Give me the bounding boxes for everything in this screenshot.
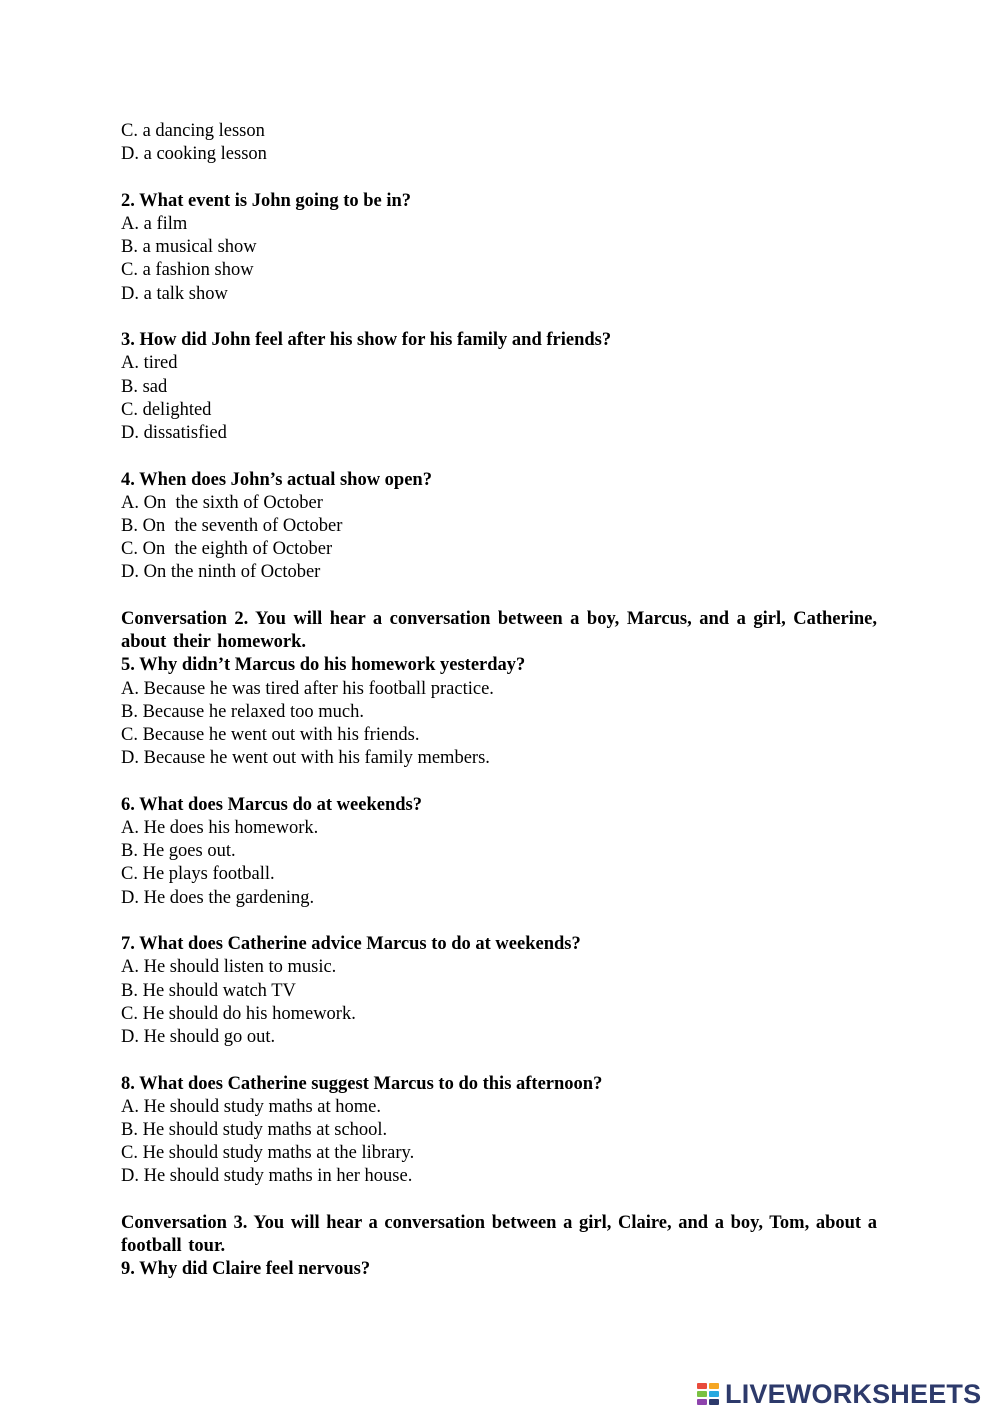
q4-option-d: D. On the ninth of October [121,562,321,583]
q3-option-c: C. delighted [121,399,212,420]
question-block-7 [121,933,877,1049]
q4-option-a: A. On the sixth of October [121,492,323,513]
q2-option-c: C. a fashion show [121,260,254,281]
liveworksheets-logo-text: LIVEWORKSHEETS [725,1379,982,1409]
q3-option-d: D. dissatisfied [121,423,227,444]
question-7-text: 7. What does Catherine advice Marcus to do at weekends? [121,934,581,955]
q7-option-b: B. He should watch TV [121,980,296,1001]
liveworksheets-logo [697,1379,981,1409]
q3-option-b: B. sad [121,376,168,397]
q6-option-c: C. He plays football. [121,864,275,885]
q5-option-c: C. Because he went out with his friends. [121,725,420,746]
question-block-2 [121,190,877,306]
q8-option-d: D. He should study maths in her house. [121,1166,413,1187]
q2-option-b: B. a musical show [121,237,257,258]
q8-option-c: C. He should study maths at the library. [121,1143,415,1164]
conversation-3-intro: Conversation 3. You will hear a conversation between a girl, Claire, and a boy, Tom, about a football tour. [121,1213,877,1257]
q8-option-b: B. He should study maths at school. [121,1120,388,1141]
question-4-text: 4. When does John’s actual show open? [121,469,432,490]
q2-option-d: D. a talk show [121,283,228,304]
question-block-6 [121,794,877,910]
q1-option-c: C. a dancing lesson [121,121,265,141]
q2-option-a: A. a film [121,214,188,234]
q7-option-d: D. He should go out. [121,1027,276,1048]
q6-option-b: B. He goes out. [121,841,236,862]
question-block-3 [121,329,877,445]
q1-option-d: D. a cooking lesson [121,144,267,165]
q7-option-c: C. He should do his homework. [121,1003,356,1024]
question-2-text: 2. What event is John going to be in? [121,190,412,211]
conversation-2-intro: Conversation 2. You will hear a conversation between a boy, Marcus, and a girl, Catherine, about their homework. [121,609,877,653]
question-5-text: 5. Why didn’t Marcus do his homework yesterday? [121,655,526,676]
q5-option-d: D. Because he went out with his family members. [121,748,490,769]
liveworksheets-logo-icon [697,1381,721,1407]
question-block-4 [121,469,877,585]
question-3-text: 3. How did John feel after his show for his family and friends? [121,330,612,351]
q5-option-b: B. Because he relaxed too much. [121,701,364,722]
q6-option-a: A. He does his homework. [121,818,319,839]
question-block-8 [121,1073,877,1189]
q6-option-d: D. He does the gardening. [121,887,315,908]
q4-option-b: B. On the seventh of October [121,516,343,537]
question-8-text: 8. What does Catherine suggest Marcus to do this afternoon? [121,1073,603,1094]
q5-option-a: A. Because he was tired after his football practice. [121,678,494,699]
question-block-5 [121,654,877,770]
worksheet-page [121,120,877,1282]
q4-option-c: C. On the eighth of October [121,539,333,560]
q7-option-a: A. He should listen to music. [121,957,337,978]
q8-option-a: A. He should study maths at home. [121,1096,382,1117]
question-9-text: 9. Why did Claire feel nervous? [121,1259,371,1280]
q3-option-a: A. tired [121,353,178,374]
question-6-text: 6. What does Marcus do at weekends? [121,794,422,815]
